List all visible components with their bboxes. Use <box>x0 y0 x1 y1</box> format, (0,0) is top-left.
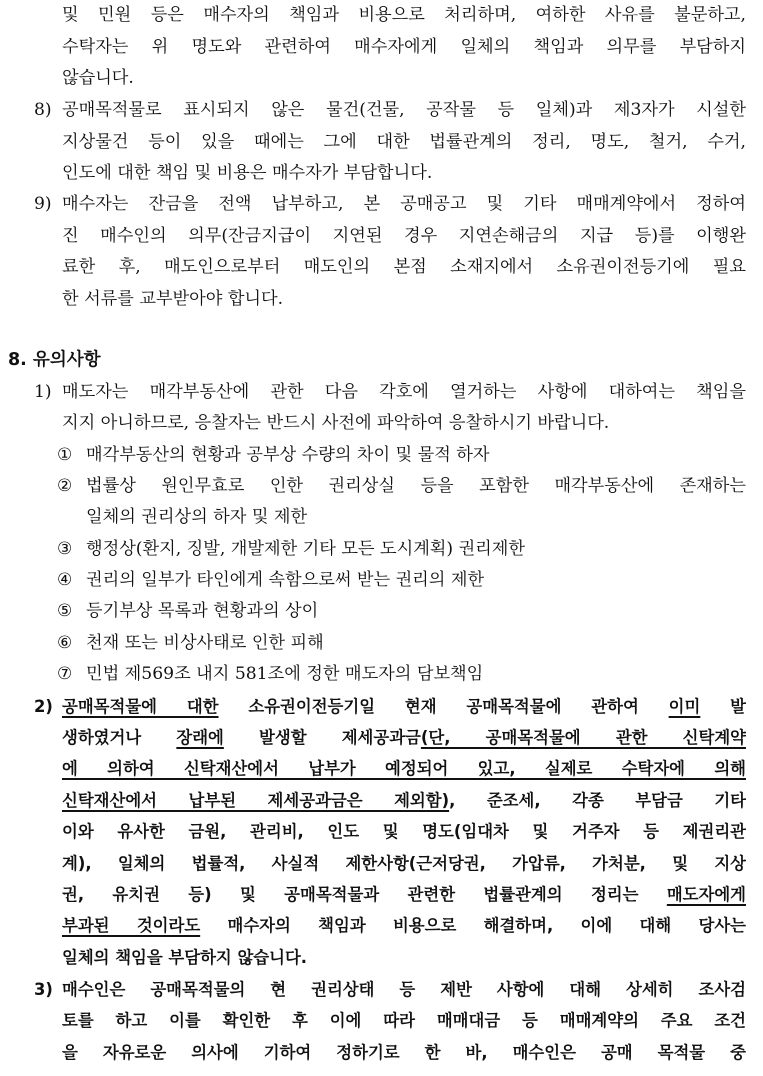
sub-item-4 <box>0 565 763 596</box>
text-line: 계), 일체의 법률적, 사실적 제한사항(근저당권, 가압류, 가처분, 및 지상 <box>62 854 746 873</box>
circled-number: ⑤ <box>57 601 73 621</box>
circled-number: ⑥ <box>57 633 73 653</box>
text-run: , 준조세, 각종 부담금 기타 <box>449 791 746 810</box>
text-line: 매도자는 매각부동산에 관한 다음 각호에 열거하는 사항에 대하여는 책임을 <box>62 382 746 402</box>
text-line: 공매목적물로 표시되지 않은 물건(건물, 공작물 등 일체)과 제3자가 시설한 <box>62 100 746 120</box>
text-line: 일체의 권리상의 하자 및 제한 <box>86 507 308 527</box>
sub-item-6 <box>0 628 763 659</box>
text-run: 권, 유치권 등) 및 공매목적물과 관련한 법률관계의 정리는 <box>62 885 667 904</box>
text-line: 천재 또는 비상사태로 인한 피해 <box>86 633 324 653</box>
text-line <box>62 691 746 722</box>
text-line <box>62 785 746 816</box>
text-line: 권리의 일부가 타인에게 속함으로써 받는 권리의 제한 <box>86 570 485 590</box>
text-line: 지상물건 등이 있을 때에는 그에 대한 법률관계의 정리, 명도, 철거, 수거, <box>62 132 746 152</box>
underlined-text: 부과된 것이라도 <box>62 916 201 935</box>
circled-number: ① <box>57 445 73 465</box>
text-line: 인도에 대한 책임 및 비용은 매수자가 부담합니다. <box>62 163 433 183</box>
text-line: 민법 제569조 내지 581조에 정한 매도자의 담보책임 <box>86 664 484 684</box>
text-line: 한 서류를 교부받아야 합니다. <box>62 289 284 309</box>
section-heading: 8. 유의사항 <box>8 350 101 370</box>
text-line: 및 민원 등은 매수자의 책임과 비용으로 처리하며, 여하한 사유를 불문하고, <box>62 5 746 25</box>
text-line: 행정상(환지, 징발, 개발제한 기타 모든 도시계획) 권리제한 <box>86 539 525 559</box>
text-line: 법률상 원인무효로 인한 권리상실 등을 포함한 매각부동산에 존재하는 <box>86 476 746 496</box>
text-run: 매수자의 책임과 비용으로 해결하며, 이에 대해 당사는 <box>200 916 746 935</box>
sub-item-2 <box>0 471 763 502</box>
sub-item-1 <box>0 440 763 471</box>
text-line <box>62 722 746 753</box>
text-line <box>62 879 746 910</box>
circled-number: ⑦ <box>57 664 73 684</box>
sub-item-3 <box>0 534 763 565</box>
underlined-text: 에 의하여 신탁재산에서 납부가 예정되어 있고, 실제로 수탁자에 의해 <box>62 759 746 778</box>
text-run: 발 <box>700 697 746 716</box>
item-number: 2) <box>34 697 53 716</box>
text-line: 진 매수인의 의무(잔금지급이 지연된 경우 지연손해금의 지급 등)를 이행완 <box>62 226 746 246</box>
item-number: 3) <box>34 980 53 999</box>
circled-number: ③ <box>57 539 73 559</box>
text-line: 매각부동산의 현황과 공부상 수량의 차이 및 물적 하자 <box>86 445 490 465</box>
text-line: 지지 아니하므로, 응찰자는 반드시 사전에 파악하여 응찰하시기 바랍니다. <box>62 413 610 433</box>
text-run: 소유권이전등기일 현재 공매목적물에 관하여 <box>218 697 669 716</box>
text-line: 수탁자는 위 명도와 관련하여 매수자에게 일체의 책임과 의무를 부담하지 <box>62 37 746 57</box>
text-line: 등기부상 목록과 현황과의 상이 <box>86 601 319 621</box>
text-line: 료한 후, 매도인으로부터 매도인의 본점 소재지에서 소유권이전등기에 필요 <box>62 257 746 277</box>
underlined-text: 장래에 <box>176 728 224 747</box>
text-run: 발생할 제세공과금 <box>223 728 421 747</box>
item-number: 9) <box>34 194 52 214</box>
circled-number: ④ <box>57 570 73 590</box>
text-line: 을 자유로운 의사에 기하여 정하기로 한 바, 매수인은 공매 목적물 중 <box>62 1043 746 1062</box>
underlined-text: 공매목적물에 대한 <box>62 697 219 716</box>
text-line: 매수인은 공매목적물의 현 권리상태 등 제반 사항에 대해 상세히 조사검 <box>62 980 746 999</box>
text-line <box>62 910 746 941</box>
sub-item-7 <box>0 659 763 690</box>
sub-item-5 <box>0 596 763 627</box>
text-run: 생하였거나 <box>62 728 177 747</box>
underlined-text: 신탁재산에서 납부된 제세공과금은 제외함) <box>62 791 450 810</box>
underlined-text: 이미 <box>668 697 701 716</box>
text-line: 이와 유사한 금원, 관리비, 인도 및 명도(임대차 및 거주자 등 제권리관 <box>62 822 746 841</box>
item-number: 8) <box>34 100 52 120</box>
item-number: 1) <box>34 382 52 402</box>
underlined-text: 매도자에게 <box>666 885 746 904</box>
text-line: 토를 하고 이를 확인한 후 이에 따라 매매대금 등 매매계약의 주요 조건 <box>62 1011 746 1030</box>
circled-number: ② <box>57 476 73 496</box>
text-line: 않습니다. <box>62 68 134 88</box>
text-line: 매수자는 잔금을 전액 납부하고, 본 공매공고 및 기타 매매계약에서 정하여 <box>62 194 746 214</box>
underlined-text: (단, 공매목적물에 관한 신탁계약 <box>420 728 746 747</box>
text-line: 일체의 책임을 부담하지 않습니다. <box>62 948 308 967</box>
